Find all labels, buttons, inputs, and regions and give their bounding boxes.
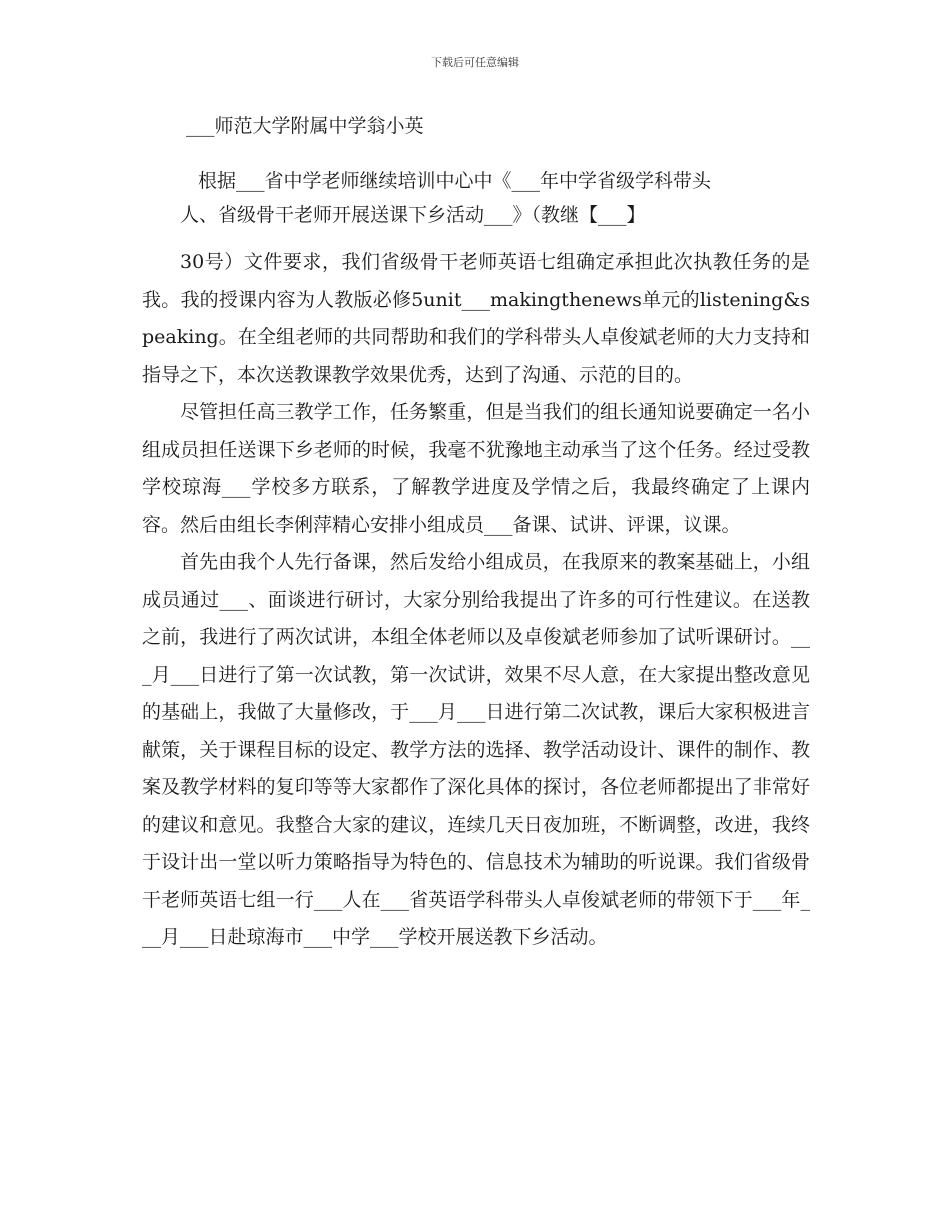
intro-line-1: 根据___省中学老师继续培训中心中《___年中学省级学科带头 [198, 170, 712, 192]
page-header-note: 下载后可任意编辑 [431, 56, 519, 69]
document-page [142, 108, 810, 957]
body-text [142, 244, 810, 957]
paragraph-3: 首先由我个人先行备课，然后发给小组成员，在我原来的教案基础上，小组成员通过___、面谈进行研讨，大家分别给我提出了许多的可行性建议。在送教之前，我进行了两次试讲，本组全体老师以及卓俊斌老师参加了试听课研讨。___月___日进行了第一次试教，第一次试讲，效果不尽人意，在大家提出整改意见的基础上，我做了大量修改，于___月___日进行第二次试教，课后大家积极进言献策，关于课程目标的设定、教学方法的选择、教学活动设计、课件的制作、教案及教学材料的复印等等大家都作了深化具体的探讨，各位老师都提出了非常好的建议和意见。我整合大家的建议，连续几天日夜加班，不断调整，改进，我终于设计出一堂以听力策略指导为特色的、信息技术为辅助的听说课。我们省级骨干老师英语七组一行___人在___省英语学科带头人卓俊斌老师的带领下于___年___月___日赴琼海市___中学___学校开展送教下乡活动。 [142, 551, 810, 948]
paragraph-2: 尽管担任高三教学工作，任务繁重，但是当我们的组长通知说要确定一名小组成员担任送课下乡老师的时候，我毫不犹豫地主动承当了这个任务。经过受教学校琼海___学校多方联系，了解教学进度及学情之后，我最终确定了上课内容。然后由组长李俐萍精心安排小组成员___备课、试讲、评课，议课。 [142, 401, 810, 536]
paragraph-1: 30号）文件要求，我们省级骨干老师英语七组确定承担此次执教任务的是我。我的授课内容为人教版必修5unit___makingthenews单元的listening&speaking。在全组老师的共同帮助和我们的学科带头人卓俊斌老师的大力支持和指导之下，本次送教课教学效果优秀，达到了沟通、示范的目的。 [142, 251, 810, 386]
author-line: ___师范大学附属中学翁小英 [186, 115, 424, 137]
intro-line-2: 人、省级骨干老师开展送课下乡活动___》（教继【___】 [180, 204, 646, 226]
intro-block [142, 164, 810, 232]
